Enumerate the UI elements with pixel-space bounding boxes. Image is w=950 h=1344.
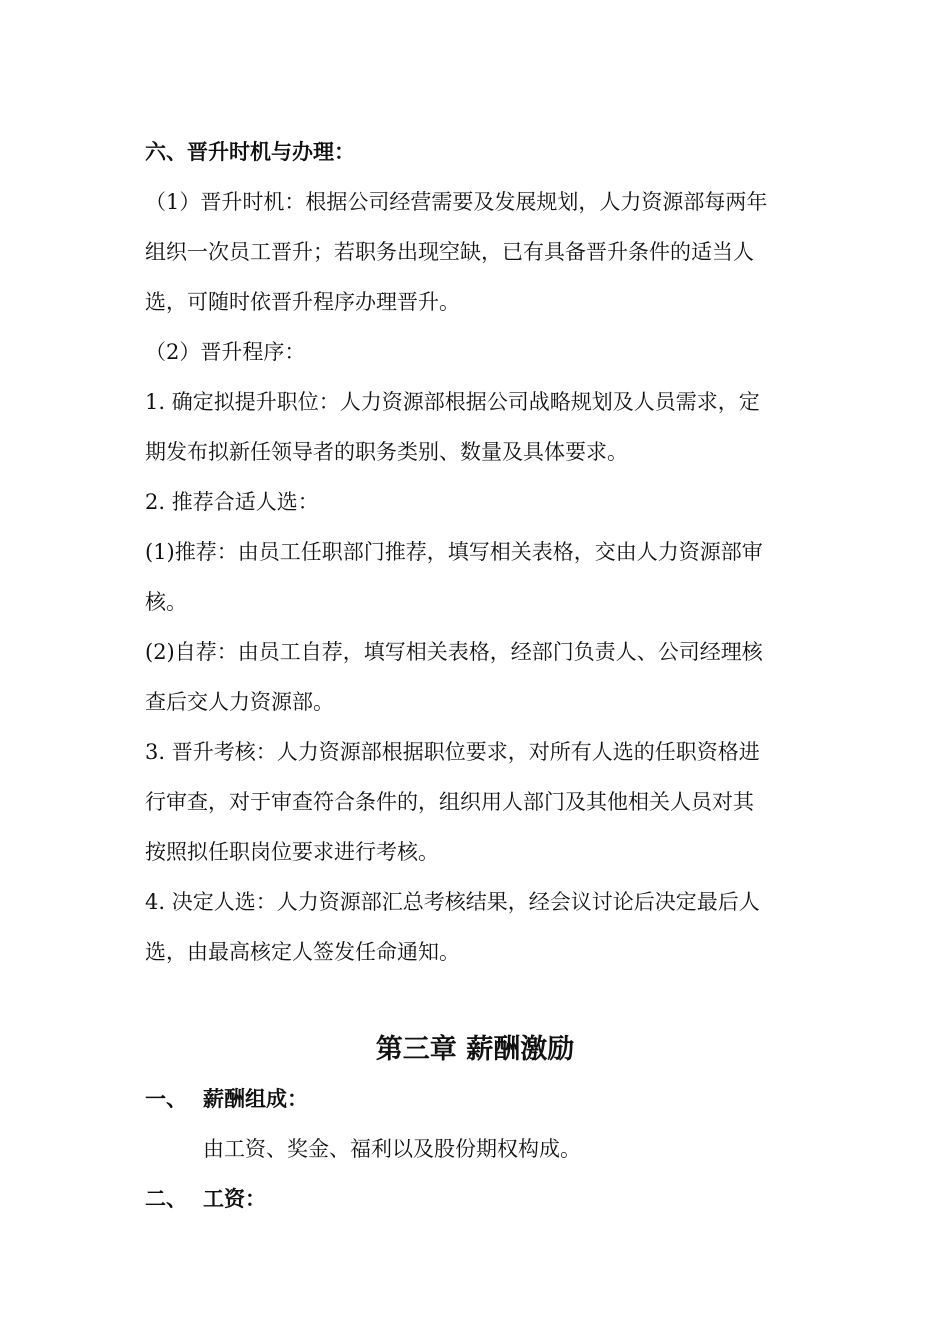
chapter-title: 第三章 薪酬激励 <box>375 1034 575 1065</box>
paragraph-line: 期发布拟新任领导者的职务类别、数量及具体要求。 <box>145 440 628 464</box>
list-item <box>145 1184 810 1214</box>
paragraph-line: 核。 <box>145 590 187 614</box>
paragraph-line: 选，由最高核定人签发任命通知。 <box>145 940 460 964</box>
paragraph-line: (2)自荐：由员工自荐，填写相关表格，经部门负责人、公司经理核 <box>145 640 763 664</box>
paragraph-line: 选，可随时依晋升程序办理晋升。 <box>145 290 460 314</box>
paragraph-line: 按照拟任职岗位要求进行考核。 <box>145 840 439 864</box>
list-label: 薪酬组成： <box>203 1087 308 1111</box>
paragraph-line: 1. 确定拟提升职位：人力资源部根据公司战略规划及人员需求，定 <box>145 390 760 414</box>
paragraph-line: 行审查，对于审查符合条件的，组织用人部门及其他相关人员对其 <box>145 790 754 814</box>
paragraph-line: 4. 决定人选：人力资源部汇总考核结果，经会议讨论后决定最后人 <box>145 890 760 914</box>
list-number: 二、 <box>145 1187 187 1211</box>
paragraph-line: (1)推荐：由员工任职部门推荐，填写相关表格，交由人力资源部审 <box>145 540 763 564</box>
list-number: 一、 <box>145 1087 187 1111</box>
paragraph-line: （2）晋升程序： <box>145 340 306 364</box>
paragraph-line: 2. 推荐合适人选： <box>145 490 319 514</box>
paragraph-line: 查后交人力资源部。 <box>145 690 334 714</box>
paragraph-line: 3. 晋升考核：人力资源部根据职位要求，对所有人选的任职资格进 <box>145 740 760 764</box>
list-label: 工资： <box>203 1187 266 1211</box>
paragraph-line: 组织一次员工晋升；若职务出现空缺，已有具备晋升条件的适当人 <box>145 240 754 264</box>
paragraph-line: （1）晋升时机：根据公司经营需要及发展规划，人力资源部每两年 <box>145 190 768 214</box>
section-heading: 六、晋升时机与办理： <box>145 140 355 164</box>
list-item <box>145 1084 810 1114</box>
paragraph-line: 由工资、奖金、福利以及股份期权构成。 <box>203 1137 581 1161</box>
